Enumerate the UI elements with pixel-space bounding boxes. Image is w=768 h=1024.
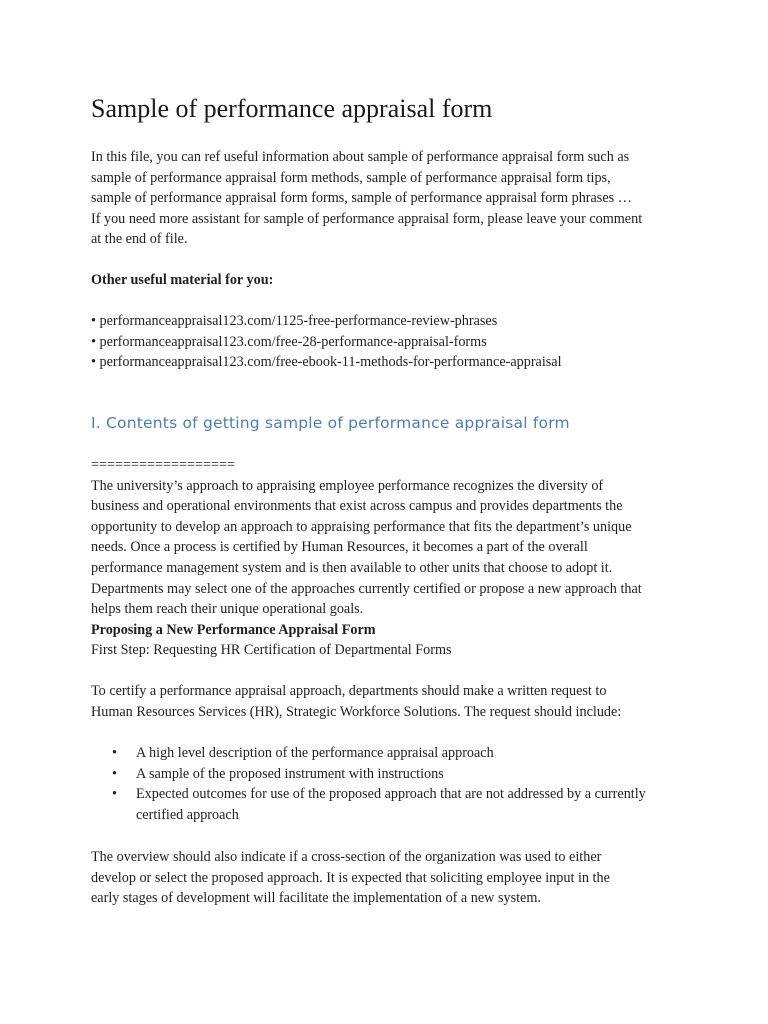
bullet-marker: • — [112, 765, 117, 782]
list-item-text: certified approach — [136, 806, 239, 823]
intro-line: at the end of file. — [91, 231, 188, 248]
body-line: The university’s approach to appraising employee performance recognizes the diversity of — [91, 477, 604, 494]
list-item — [91, 784, 646, 825]
useful-links-list — [91, 311, 562, 373]
body-line: business and operational environments that exist across campus and provides departments the — [91, 498, 623, 515]
list-item-text: Expected outcomes for use of the proposed approach that are not addressed by a currently — [136, 786, 646, 803]
section-heading: I. Contents of getting sample of performance appraisal form — [91, 414, 570, 432]
list-item-text: A high level description of the performance appraisal approach — [136, 745, 494, 761]
body-line: performance management system and is then available to other units that choose to adopt it. — [91, 559, 613, 576]
intro-line: If you need more assistant for sample of performance appraisal form, please leave your comment — [91, 210, 643, 227]
overview-line: early stages of development will facilitate the implementation of a new system. — [91, 890, 541, 907]
intro-line: sample of performance appraisal form forms, sample of performance appraisal form phrases … — [91, 190, 632, 207]
useful-link[interactable]: • performanceappraisal123.com/free-ebook-11-methods-for-performance-appraisal — [91, 354, 562, 371]
list-item — [91, 743, 646, 764]
list-item-text: A sample of the proposed instrument with instructions — [136, 765, 444, 782]
intro-paragraph — [91, 147, 691, 250]
body-line: opportunity to develop an approach to appraising performance that fits the department’s unique — [91, 518, 632, 535]
useful-material-heading: Other useful material for you: — [91, 272, 274, 288]
request-items-list — [91, 743, 646, 825]
proposing-heading: Proposing a New Performance Appraisal Form — [91, 621, 376, 638]
body-line: needs. Once a process is certified by Human Resources, it becomes a part of the overall — [91, 539, 588, 556]
intro-line: In this file, you can ref useful information about sample of performance appraisal form such as — [91, 149, 630, 165]
list-item — [91, 764, 646, 785]
useful-link[interactable]: • performanceappraisal123.com/1125-free-performance-review-phrases — [91, 313, 498, 329]
certify-line: To certify a performance appraisal approach, departments should make a written request to — [91, 683, 607, 699]
overview-paragraph — [91, 847, 691, 909]
document-title: Sample of performance appraisal form — [91, 94, 493, 123]
bullet-marker: • — [112, 786, 117, 803]
separator: ================== — [91, 457, 236, 473]
bullet-marker: • — [112, 745, 117, 761]
body-line: helps them reach their unique operational goals. — [91, 601, 364, 618]
body-paragraph — [91, 455, 691, 661]
useful-link[interactable]: • performanceappraisal123.com/free-28-performance-appraisal-forms — [91, 333, 487, 350]
certify-line: Human Resources Services (HR), Strategic Workforce Solutions. The request should include: — [91, 703, 622, 720]
body-line: Departments may select one of the approaches currently certified or propose a new approach that — [91, 580, 642, 597]
intro-line: sample of performance appraisal form methods, sample of performance appraisal form tips, — [91, 169, 611, 186]
certify-paragraph — [91, 681, 691, 722]
first-step-line: First Step: Requesting HR Certification of Departmental Forms — [91, 642, 452, 659]
overview-line: develop or select the proposed approach. It is expected that soliciting employee input in the — [91, 869, 610, 886]
overview-line: The overview should also indicate if a cross-section of the organization was used to either — [91, 849, 602, 865]
